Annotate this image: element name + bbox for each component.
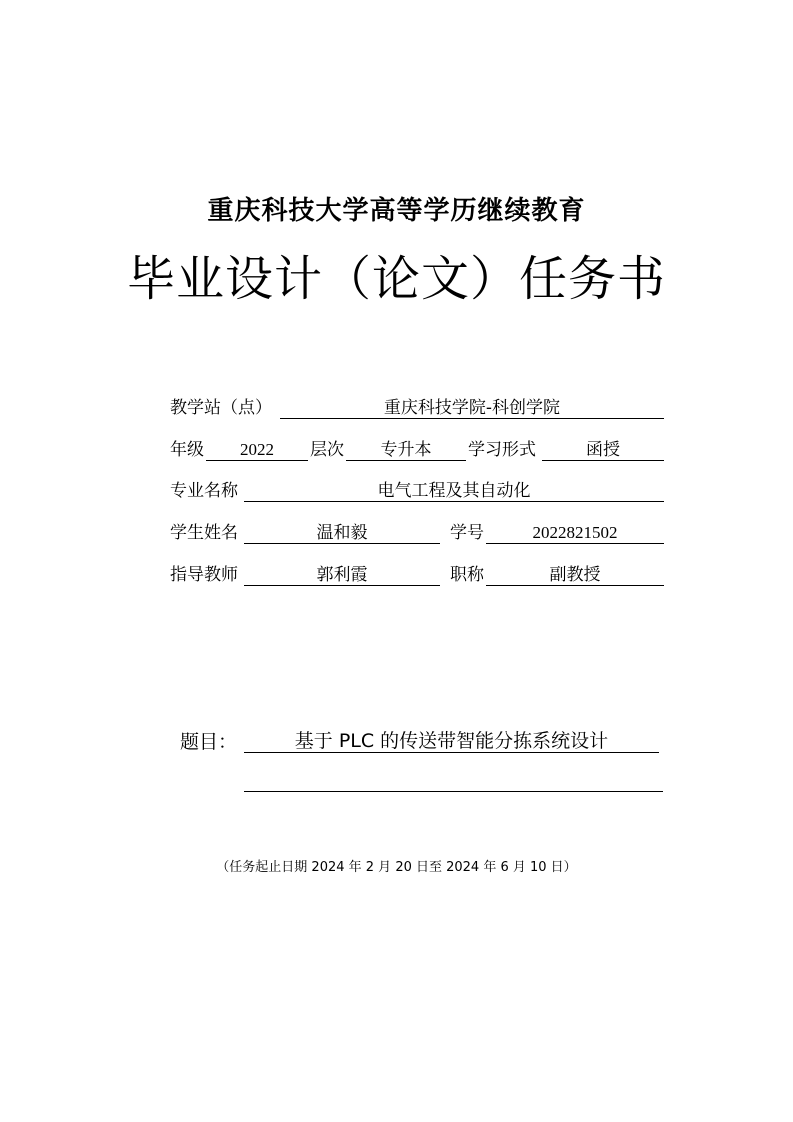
major-label: 专业名称 (170, 481, 238, 501)
grade-field: 2022 (206, 438, 308, 461)
advisor-field: 郭利霞 (244, 563, 440, 586)
grade-label: 年级 (170, 440, 204, 460)
advisor-label: 指导教师 (170, 565, 238, 585)
student-name-field: 温和毅 (244, 521, 440, 544)
station-label: 教学站（点） (170, 398, 272, 418)
station-field: 重庆科技学院-科创学院 (280, 396, 664, 419)
level-field: 专升本 (346, 438, 466, 461)
student-id-field: 2022821502 (486, 521, 664, 544)
student-name-label: 学生姓名 (170, 523, 238, 543)
document-title: 毕业设计（论文）任务书 (126, 251, 666, 307)
topic-field: 基于 PLC 的传送带智能分拣系统设计 (244, 730, 659, 753)
mode-label: 学习形式 (468, 440, 536, 460)
rank-field: 副教授 (486, 563, 664, 586)
topic-field-second-line (244, 769, 663, 792)
student-id-label: 学号 (450, 523, 484, 543)
rank-label: 职称 (450, 565, 484, 585)
level-label: 层次 (310, 440, 344, 460)
topic-label: 题目： (180, 731, 238, 753)
major-field: 电气工程及其自动化 (244, 479, 664, 502)
task-period: （任务起止日期 2024 年 2 月 20 日至 2024 年 6 月 10 日） (216, 860, 577, 875)
mode-field: 函授 (542, 438, 664, 461)
institution-title: 重庆科技大学高等学历继续教育 (207, 196, 586, 226)
